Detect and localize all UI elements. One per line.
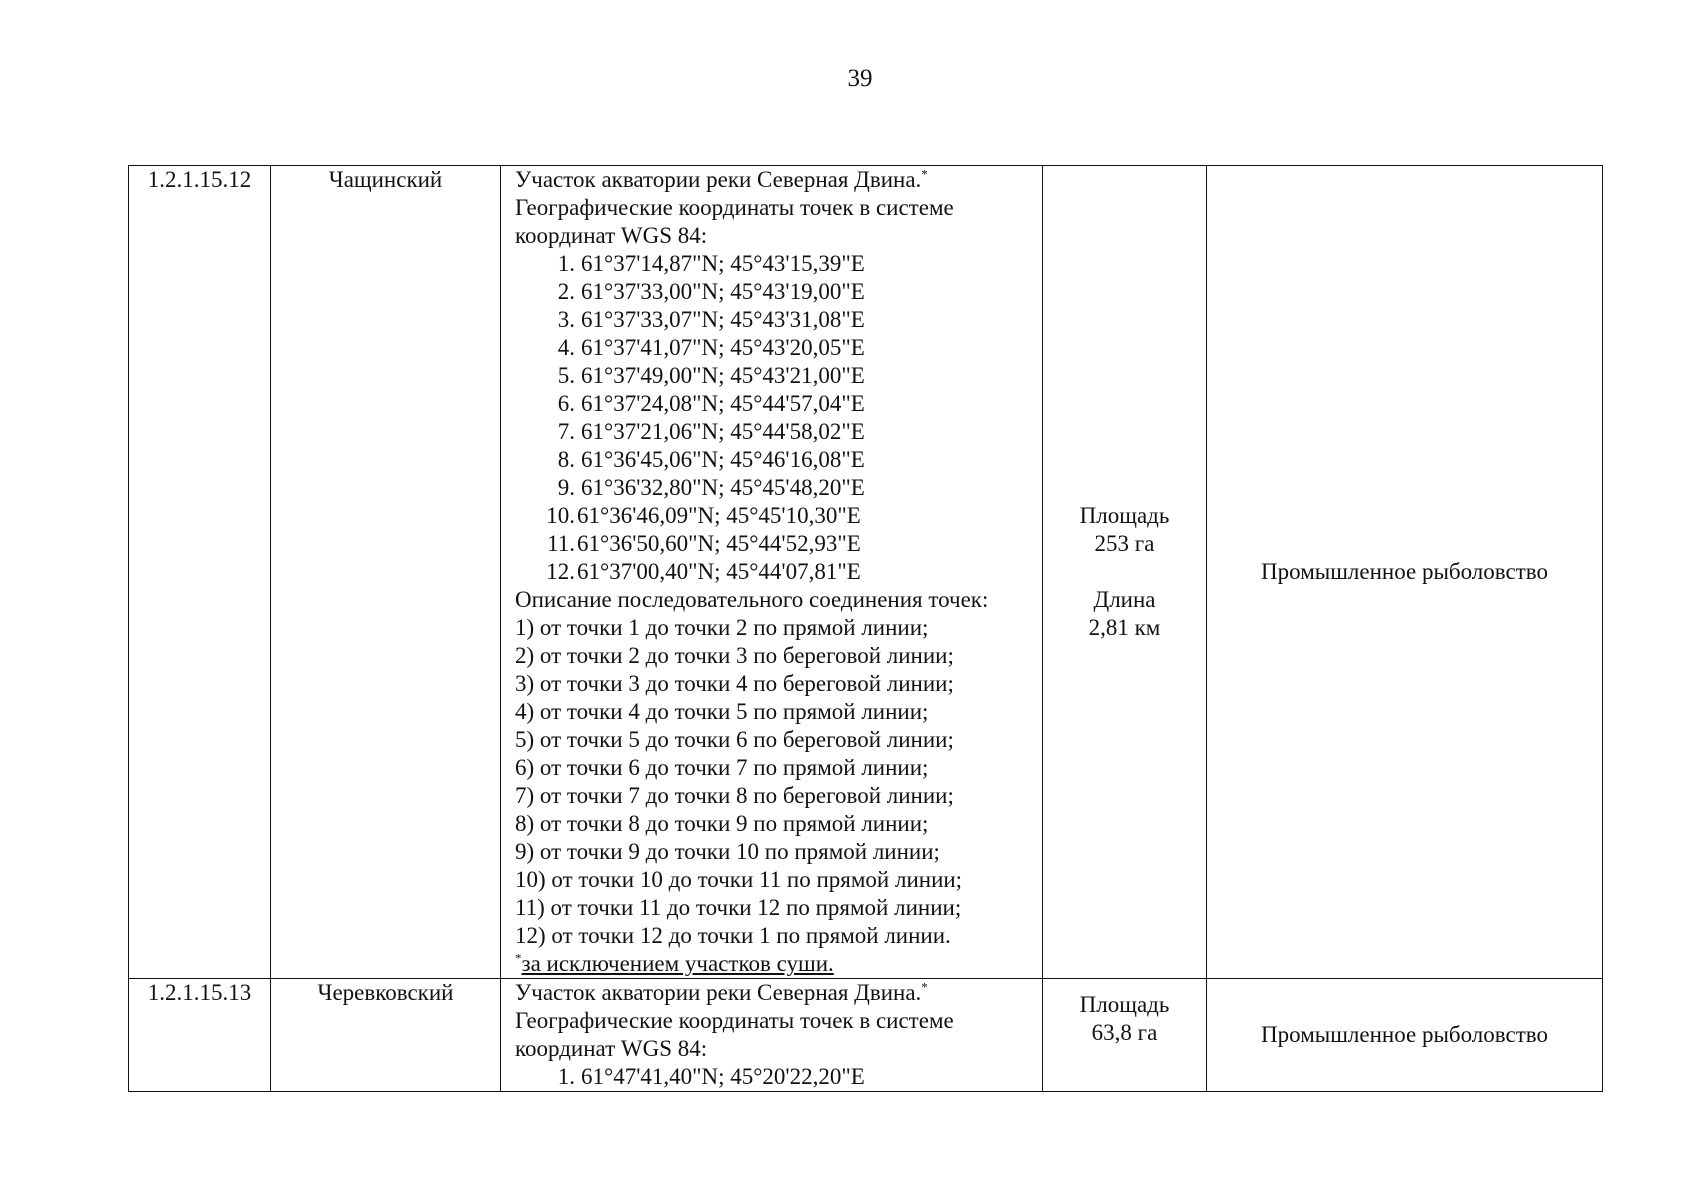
list-item: 6. 61°37'24,08"N; 45°44'57,04"E (557, 391, 865, 416)
usage-type: Промышленное рыболовство (1261, 559, 1548, 584)
area-value: 63,8 га (1091, 1020, 1158, 1045)
list-item: 8. 61°36'45,06"N; 45°46'16,08"E (557, 447, 865, 472)
footnote-marker: * (921, 166, 928, 182)
area-name-cell (271, 166, 501, 979)
connection-line: 6) от точки 6 до точки 7 по прямой линии; (515, 755, 929, 780)
area-label: Площадь (1079, 992, 1170, 1017)
usage-type: Промышленное рыболовство (1261, 1022, 1548, 1047)
coordinates-intro: Географические координаты точек в системе (515, 1008, 954, 1033)
connection-line: 4) от точки 4 до точки 5 по прямой линии; (515, 699, 929, 724)
connection-line: 9) от точки 9 до точки 10 по прямой линии; (515, 839, 940, 864)
list-item: 5. 61°37'49,00"N; 45°43'21,00"E (557, 363, 865, 388)
connection-line: 3) от точки 3 до точки 4 по береговой линии; (515, 671, 954, 696)
list-item: 1. 61°37'14,87"N; 45°43'15,39"E (557, 251, 865, 276)
list-item: 9. 61°36'32,80"N; 45°45'48,20"E (557, 475, 865, 500)
list-item: 12.61°37'00,40"N; 45°44'07,81"E (546, 559, 861, 584)
area-description-cell (501, 979, 1043, 1092)
area-description-cell (501, 166, 1043, 979)
usage-type-cell (1207, 979, 1603, 1092)
footnote-marker: * (921, 979, 928, 995)
connection-line: 7) от точки 7 до точки 8 по береговой линии; (515, 783, 954, 808)
fishing-areas-table (128, 165, 1603, 1092)
page-number: 39 (847, 65, 873, 92)
connection-line: 8) от точки 8 до точки 9 по прямой линии; (515, 811, 929, 836)
length-value: 2,81 км (1088, 615, 1161, 640)
coordinates-list (515, 1063, 1038, 1091)
list-item: 3. 61°37'33,07"N; 45°43'31,08"E (557, 307, 865, 332)
area-size-cell (1043, 166, 1207, 979)
area-code-cell (129, 166, 271, 979)
area-value: 253 га (1094, 531, 1155, 556)
area-name-cell (271, 979, 501, 1092)
list-item: 2. 61°37'33,00"N; 45°43'19,00"E (557, 279, 865, 304)
list-item: 1. 61°47'41,40"N; 45°20'22,20"E (557, 1064, 865, 1089)
coordinates-intro: Географические координаты точек в системе (515, 195, 954, 220)
connection-line: 10) от точки 10 до точки 11 по прямой линии; (515, 867, 963, 892)
area-code-cell (129, 979, 271, 1092)
area-code: 1.2.1.15.12 (147, 167, 252, 192)
area-code: 1.2.1.15.13 (147, 980, 252, 1005)
connection-title: Описание последовательного соединения точек: (515, 587, 989, 612)
list-item: 10.61°36'46,09"N; 45°45'10,30"E (546, 503, 861, 528)
description-title: Участок акватории реки Северная Двина.* (515, 166, 928, 192)
coordinates-list (515, 250, 1038, 586)
list-item: 11.61°36'50,60"N; 45°44'52,93"E (547, 531, 861, 556)
connection-line: 11) от точки 11 до точки 12 по прямой линии; (515, 895, 962, 920)
table-row (129, 166, 1603, 979)
footnote (515, 950, 1038, 978)
connection-line: 1) от точки 1 до точки 2 по прямой линии; (515, 615, 929, 640)
area-name: Чащинский (328, 167, 443, 192)
description-title: Участок акватории реки Северная Двина.* (515, 979, 928, 1005)
connection-line: 12) от точки 12 до точки 1 по прямой линии. (515, 923, 951, 948)
footnote-marker: * (515, 950, 522, 966)
footnote-text: за исключением участков суши. (521, 951, 834, 976)
usage-type-cell (1207, 166, 1603, 979)
area-label: Площадь (1079, 503, 1170, 528)
connection-line: 5) от точки 5 до точки 6 по береговой линии; (515, 727, 954, 752)
list-item: 4. 61°37'41,07"N; 45°43'20,05"E (557, 335, 865, 360)
table-row (129, 979, 1603, 1092)
area-name: Черевковский (317, 980, 454, 1005)
length-label: Длина (1093, 587, 1156, 612)
connection-line: 2) от точки 2 до точки 3 по береговой линии; (515, 643, 954, 668)
coordinates-intro: координат WGS 84: (515, 223, 708, 248)
coordinates-intro: координат WGS 84: (515, 1036, 708, 1061)
area-size-cell (1043, 979, 1207, 1092)
list-item: 7. 61°37'21,06"N; 45°44'58,02"E (557, 419, 865, 444)
